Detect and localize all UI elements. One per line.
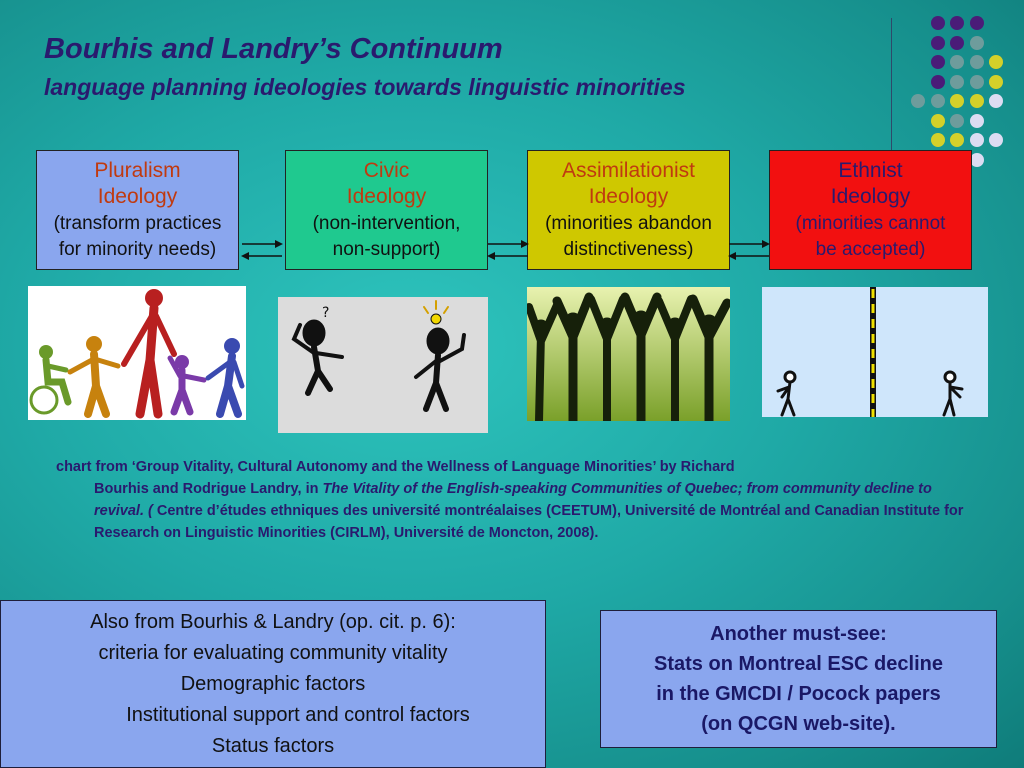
decorative-dot [989,75,1003,89]
decorative-divider [891,18,892,168]
box-note-line1: (minorities cannot [795,213,946,234]
box-title-line1: Ethnist [838,159,903,182]
decorative-dot [970,55,984,69]
panel-line: criteria for evaluating community vitality [98,642,448,664]
panel-line: Institutional support and control factors [126,704,470,726]
panel-line: Also from Bourhis & Landry (op. cit. p. 6): [90,611,456,633]
civic-ideology-box [285,150,488,270]
panel-line: in the GMCDI / Pocock papers [656,683,941,705]
crowd-silhouettes-illustration [527,287,730,421]
decorative-dot [970,114,984,128]
decorative-dot [989,94,1003,108]
diverse-family-illustration [28,286,246,420]
decorative-dot [931,36,945,50]
decorative-dot [970,16,984,30]
box-title-line2: Ideology [97,185,178,208]
decorative-dot [970,36,984,50]
slide-subtitle: language planning ideologies towards linguistic minorities [44,74,686,100]
panel-line: Another must-see: [710,623,887,645]
citation-line1: chart from ‘Group Vitality, Cultural Autonomy and the Wellness of Language Minorities’ by Richard [56,459,735,475]
assimilationist-ideology-box [527,150,730,270]
decorative-dot [950,133,964,147]
citation-book-title: The Vitality of the English-speaking Communities of Quebec; from community decline to revival. ( [94,481,932,519]
panel-line: Demographic factors [180,673,366,695]
double-arrow-icon [240,236,284,262]
slide-title: Bourhis and Landry’s Continuum [44,33,503,65]
ethnist-ideology-box [769,150,972,270]
must-see-panel [600,610,997,748]
decorative-dot [970,94,984,108]
panel-line: (on QCGN web-site). [701,713,896,735]
decorative-dot [931,114,945,128]
box-note-line1: (minorities abandon [545,213,712,234]
divided-stick-figures-illustration [762,287,988,417]
box-title-line2: Ideology [346,185,427,208]
pluralism-ideology-box [36,150,239,270]
decorative-dot [989,133,1003,147]
box-title-line1: Assimilationist [561,159,696,182]
decorative-dot [931,94,945,108]
box-note-line2: distinctiveness) [563,239,694,260]
box-title-line1: Civic [363,159,410,182]
decorative-dot [950,75,964,89]
box-note-line2: be accepted) [815,239,926,260]
decorative-dot [931,75,945,89]
decorative-dot [950,36,964,50]
double-arrow-icon [727,236,771,262]
box-title-line1: Pluralism [94,159,181,182]
box-title-line2: Ideology [830,185,911,208]
box-note-line2: for minority needs) [58,239,217,260]
decorative-dot [950,114,964,128]
double-arrow-icon [486,236,530,262]
decorative-dot [989,55,1003,69]
citation-part-a: Bourhis and Rodrigue Landry, in [94,481,323,497]
box-note-line1: (transform practices [53,213,222,234]
decorative-dot [970,75,984,89]
citation-text [56,456,976,544]
decorative-dot [950,94,964,108]
panel-line: Stats on Montreal ESC decline [654,653,943,675]
decorative-dot [950,55,964,69]
box-title-line2: Ideology [588,185,669,208]
decorative-dot [931,16,945,30]
panel-line: Status factors [211,735,335,757]
citation-part-c: Centre d’études ethniques des université montréalaises (CEETUM), Université de Montréal and Canadian Institute for Research on Linguistic Minorities (CIRLM), Université de Moncton, 2008). [94,503,964,541]
vitality-criteria-panel [0,600,546,768]
box-note-line2: non-support) [332,239,441,260]
box-note-line1: (non-intervention, [312,213,461,234]
decorative-dot [970,133,984,147]
decorative-dot [911,94,925,108]
citation-rest [56,478,976,544]
thinking-stick-figures-illustration [278,297,488,433]
decorative-dot [931,55,945,69]
decorative-dot [931,133,945,147]
decorative-dot [950,16,964,30]
svg-text:?: ? [322,305,330,321]
